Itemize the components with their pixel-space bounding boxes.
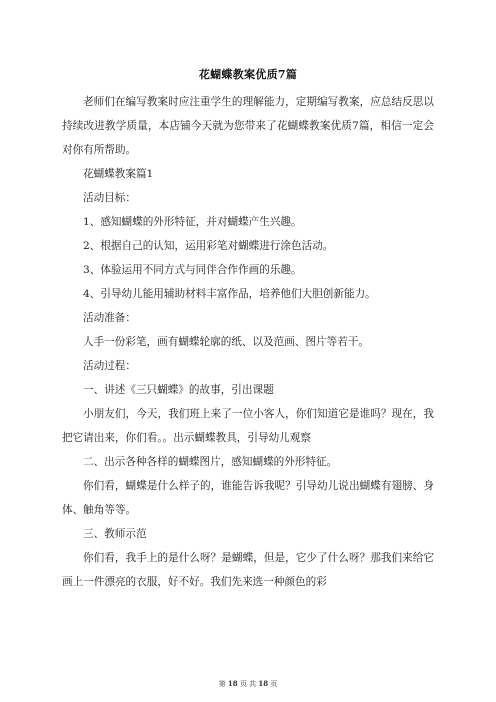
- step-heading: 二、出示各种各样的蝴蝶图片，感知蝴蝶的外形特征。: [83, 456, 338, 468]
- objective-item: 1、感知蝴蝶的外形特征，并对蝴蝶产生兴趣。: [83, 216, 302, 228]
- objectives-label: 活动目标：: [83, 192, 136, 204]
- footer-middle: 页 共: [239, 680, 257, 688]
- step-text: 你们看，蝴蝶是什么样子的，谁能告诉我呢？引导幼儿说出蝴蝶有翅膀、身体、触角等等。: [62, 480, 434, 516]
- preparation-text: 人手一份彩笔，画有蝴蝶轮廓的纸、以及范画、图片等若干。: [83, 336, 370, 348]
- step-heading: 一、讲述《三只蝴蝶》的故事，引出课题: [83, 384, 274, 396]
- page-footer: [0, 679, 496, 689]
- step-text: 你们看，我手上的是什么呀？是蝴蝶，但是，它少了什么呀？那我们来给它画上一件漂亮的衣服，好不好。我们先来选一种颜色的彩: [62, 552, 434, 588]
- document-body: [62, 90, 434, 594]
- objective-item: 3、体验运用不同方式与同伴合作作画的乐趣。: [83, 264, 302, 276]
- footer-page-number: 18: [227, 679, 238, 688]
- step-text: 小朋友们，今天，我们班上来了一位小客人，你们知道它是谁吗？现在，我把它请出来，你们看。。出示蝴蝶教具，引导幼儿观察: [62, 408, 434, 444]
- footer-total-pages: 18: [258, 679, 269, 688]
- preparation-label: 活动准备：: [83, 312, 136, 324]
- step-heading: 三、教师示范: [83, 528, 147, 540]
- process-label: 活动过程：: [83, 360, 136, 372]
- intro-paragraph: 老师们在编写教案时应注重学生的理解能力，定期编写教案，应总结反思以持续改进教学质量，本店铺今天就为您带来了花蝴蝶教案优质7篇，相信一定会对你有所帮助。: [62, 96, 434, 156]
- objective-item: 2、根据自己的认知，运用彩笔对蝴蝶进行涂色活动。: [83, 240, 334, 252]
- footer-suffix: 页: [270, 680, 278, 688]
- section-heading: 花蝴蝶教案篇1: [83, 168, 154, 180]
- objective-item: 4、引导幼儿能用辅助材料丰富作品，培养他们大胆创新能力。: [83, 288, 376, 300]
- document-title: 花蝴蝶教案优质7篇: [198, 68, 298, 81]
- footer-prefix: 第: [218, 680, 226, 688]
